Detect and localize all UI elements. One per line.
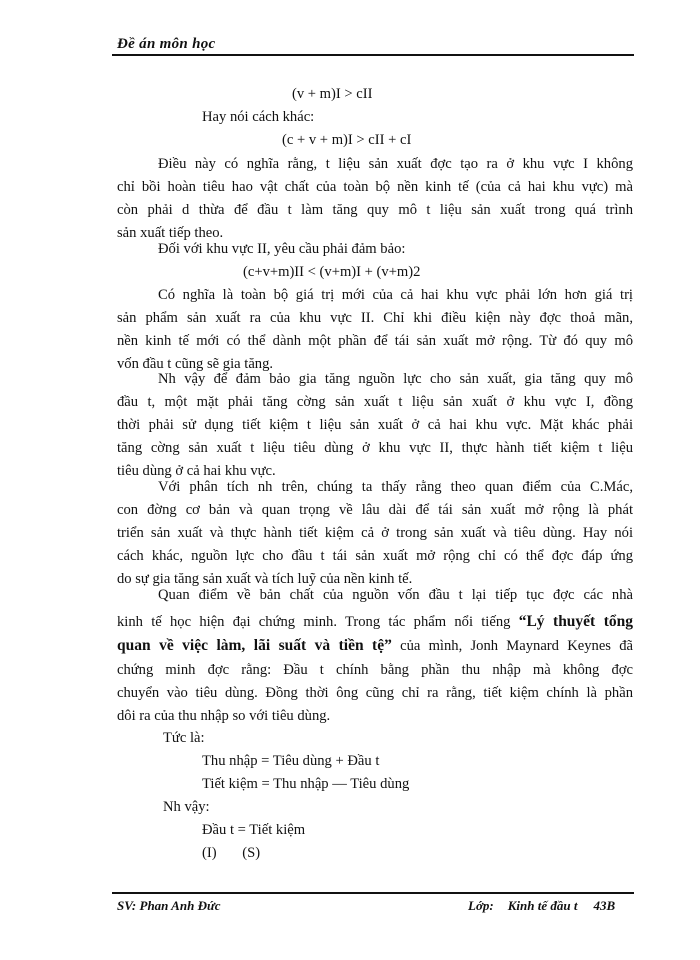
paragraph-line: tăng cờng sản xuất t liệu tiêu dùng ở khu vực II, thực hành tiết kiệm t liệu [117,440,633,456]
page-header-title: Đề án môn học [117,36,216,52]
paragraph-line: tiêu dùng ở cả hai khu vực. [117,463,276,479]
text-segment: kinh tế học hiện đại chứng minh. Trong tác phẩm nổi tiếng [117,614,519,630]
paragraph-line: dôi ra của thu nhập so với tiêu dùng. [117,708,331,724]
footer-rule [112,892,634,894]
paragraph-line: Với phân tích nh trên, chúng ta thấy rằng theo quan điểm của C.Mác, [158,479,633,495]
text-line: Nh vậy: [163,799,210,815]
equation-1: (v + m)I > cII [292,86,373,102]
paragraph-line: sản phẩm sản xuất ra của khu vực II. Chỉ khi điều kiện này đợc thoả mãn, [117,310,633,326]
footer-class-label: Lớp: [468,898,494,913]
paragraph-line: triển sản xuất và thực hành tiết kiệm cả ở trong sản xuất và tiêu dùng. Hay nói [117,525,633,541]
footer-class-info [468,898,615,914]
book-title-part-1: “Lý thuyết tổng [518,613,633,630]
paragraph-line: chứng minh đợc rằng: Đầu t chính bằng phần thu nhập mà không đợc [117,662,633,678]
paragraph-line: Quan điểm về bản chất của nguồn vốn đầu t lại tiếp tục đợc các nhà [158,587,633,603]
paragraph-line: còn phải d thừa để đầu t làm tăng quy mô t liệu sản xuất trong quá trình [117,202,633,218]
equation-5: Tiết kiệm = Thu nhập — Tiêu dùng [202,776,410,792]
paragraph-line [117,613,633,631]
paragraph-line: Nh vậy để đảm bảo gia tăng nguồn lực cho sản xuất, gia tăng quy mô [158,371,633,387]
text-line: Đối với khu vực II, yêu cầu phải đảm bảo: [158,241,406,257]
paragraph-line [117,637,633,655]
footer-student-name: SV: Phan Anh Đức [117,898,221,913]
text-segment: của mình, Jonh Maynard Keynes đã [391,638,633,654]
paragraph-line: nền kinh tế mới có thể dành một phần để tái sản xuất mở rộng. Từ đó quy mô [117,333,633,349]
paragraph-line: do sự gia tăng sản xuất và tích luỹ của nền kinh tế. [117,571,413,587]
paragraph-line: Điều này có nghĩa rằng, t liệu sản xuất đợc tạo ra ở khu vực I không [158,156,633,172]
book-title-part-2: quan về việc làm, lãi suất và tiền tệ” [117,637,392,654]
text-line: Hay nói cách khác: [202,109,315,125]
paragraph-line: con đờng cơ bản và quan trọng về lâu dài để tái sản xuất mở rộng là phát [117,502,633,518]
equation-4: Thu nhập = Tiêu dùng + Đầu t [202,753,380,769]
paragraph-line: vốn đầu t cũng sẽ gia tăng. [117,356,274,372]
paragraph-line: Có nghĩa là toàn bộ giá trị mới của cả hai khu vực phải lớn hơn giá trị [158,287,633,303]
footer-class-code: 43B [593,898,616,913]
equation-7: (I) (S) [202,845,261,861]
equation-3: (c+v+m)II < (v+m)I + (v+m)2 [243,264,421,280]
paragraph-line: cách khác, nguồn lực cho đầu t tái sản xuất mở rộng chỉ có thể đợc đáp ứng [117,548,633,564]
paragraph-line: sản xuất tiếp theo. [117,225,224,241]
paragraph-line: chỉ bồi hoàn tiêu hao vật chất của toàn bộ nền kinh tế (của cả hai khu vực) mà [117,179,633,195]
paragraph-line: đầu t, một mặt phải tăng cờng sản xuất t liệu sản xuất ở khu vực I, đồng [117,394,633,410]
paragraph-line: thời phải sử dụng tiết kiệm t liệu sản xuất ở cả hai khu vực. Mặt khác phải [117,417,633,433]
header-rule [112,54,634,56]
equation-2: (c + v + m)I > cII + cI [282,132,412,148]
text-line: Tức là: [163,730,205,746]
equation-6: Đầu t = Tiết kiệm [202,822,306,838]
footer-course: Kinh tế đầu t [507,898,578,913]
paragraph-line: chuyển vào tiêu dùng. Đồng thời ông cũng chỉ ra rằng, tiết kiệm chính là phần [117,685,633,701]
